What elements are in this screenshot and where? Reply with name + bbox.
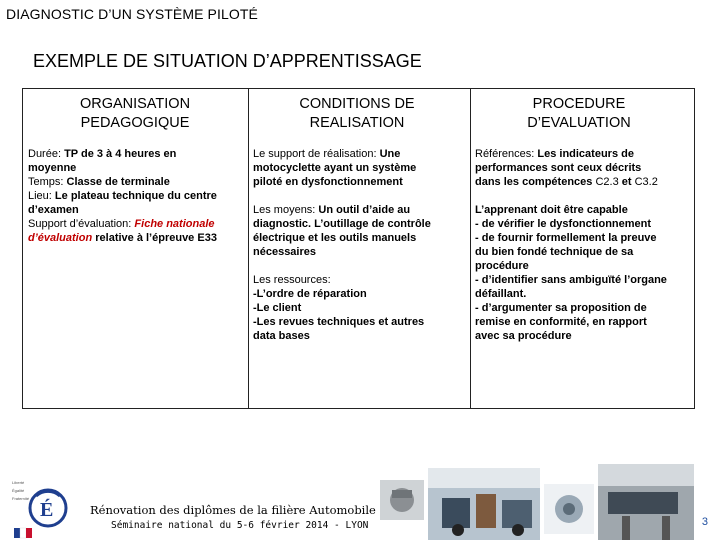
cell-organisation: Durée: TP de 3 à 4 heures en moyenne Temps: Classe de terminale Lieu: Le plateau technique du centre d’examen Support d’évaluation: Fiche nationale d’évaluation relative à l’épreuve E33	[28, 147, 240, 245]
list-item: -Les revues techniques et autres	[253, 316, 425, 328]
list-item: - de vérifier le dysfonctionnement	[475, 218, 652, 230]
list-item: - de fournir formellement la preuve	[475, 232, 657, 244]
cell-conditions: Le support de réalisation: Une motocyclette ayant un système piloté en dysfonctionnement Les moyens: Un outil d’aide au diagnostic. L’outillage de contrôle électrique et les outils manuels nécessaires Les ressources: -L’ordre de réparation -Le client -Les revues techniques et autres data bases	[253, 147, 465, 343]
list-item: - d’argumenter sa proposition de	[475, 302, 647, 314]
footer	[0, 460, 720, 540]
footer-program-title: Rénovation des diplômes de la filière Automobile	[90, 503, 376, 517]
ressources-label: Les ressources:	[253, 274, 331, 286]
list-item: défaillant.	[475, 288, 527, 300]
lieu-line: Lieu: Le plateau technique du centre	[28, 190, 217, 202]
header-procedure: PROCEDURE D’EVALUATION	[527, 96, 631, 131]
slide-subtitle: EXEMPLE DE SITUATION D’APPRENTISSAGE	[33, 51, 422, 71]
list-item: data bases	[253, 330, 310, 342]
temps-line: Temps: Classe de terminale	[28, 176, 170, 188]
cell-procedure: Références: Les indicateurs de performances sont ceux décrits dans les compétences C2.3 et C3.2 L’apprenant doit être capable - de vérifier le dysfonctionnement - de fournir formellement la preuve du bien fondé technique de sa procédure - d’identifier sans ambiguïté l’organe défaillant. - d’argumenter sa proposition de remise en conformité, en rapport avec sa procédure	[475, 147, 687, 343]
logo-motto-3: Fraternité	[12, 496, 30, 501]
column-divider	[470, 89, 471, 408]
support-evaluation-line: Support d’évaluation: Fiche nationale	[28, 218, 215, 230]
footer-seminar-line: Séminaire national du 5-6 février 2014 - LYON	[111, 520, 369, 531]
logo-motto-1: Liberté	[12, 480, 25, 485]
list-item: -Le client	[253, 302, 302, 314]
header-organisation: ORGANISATION PEDAGOGIQUE	[79, 96, 191, 131]
column-divider	[248, 89, 249, 408]
ministry-logo-icon	[10, 472, 70, 540]
duree-line: Durée: TP de 3 à 4 heures en	[28, 148, 177, 160]
page-number: 3	[701, 516, 708, 528]
list-item: remise en conformité, en rapport	[475, 316, 647, 328]
situation-table	[22, 88, 695, 409]
workshop-photos-collage	[372, 464, 694, 540]
list-item: procédure	[475, 260, 529, 272]
list-item: -L’ordre de réparation	[253, 288, 367, 300]
list-item: du bien fondé technique de sa	[475, 246, 634, 258]
logo-motto-2: Égalité	[12, 488, 25, 493]
list-item: - d’identifier sans ambiguïté l’organe	[475, 274, 667, 286]
logo-letter: É	[40, 499, 54, 521]
slide-title: DIAGNOSTIC D’UN SYSTÈME PILOTÉ	[6, 6, 258, 22]
header-conditions: CONDITIONS DE REALISATION	[299, 96, 415, 131]
list-item: avec sa procédure	[475, 330, 572, 342]
